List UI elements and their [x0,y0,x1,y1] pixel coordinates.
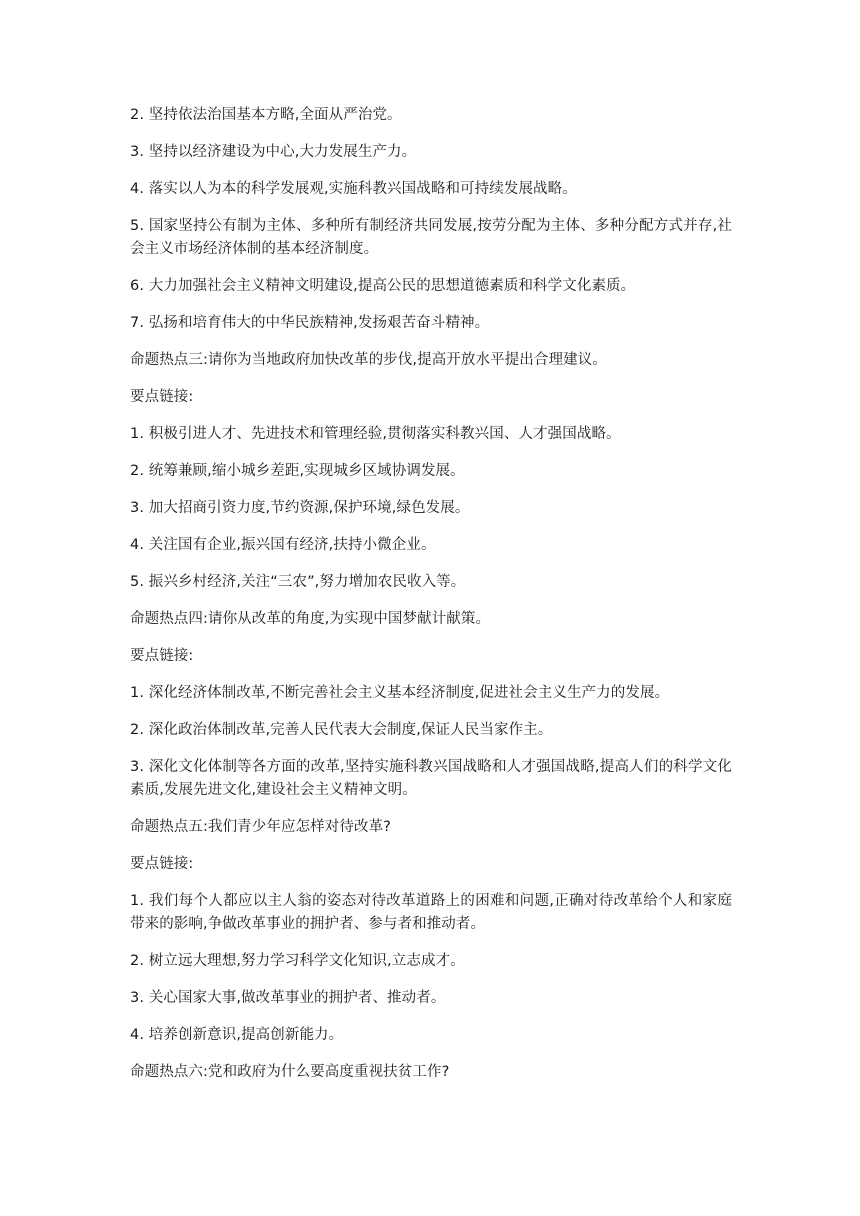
paragraph-point-5: 5. 国家坚持公有制为主体、多种所有制经济共同发展,按劳分配为主体、多种分配方式并存,社会主义市场经济体制的基本经济制度。 [130,218,732,257]
paragraph-point-3: 3. 坚持以经济建设为中心,大力发展生产力。 [130,144,417,160]
hotspot-four-heading: 命题热点四:请你从改革的角度,为实现中国梦献计献策。 [130,611,491,627]
hotspot-three-point-4: 4. 关注国有企业,振兴国有经济,扶持小微企业。 [130,537,436,553]
key-points-label: 要点链接: [130,856,194,872]
paragraph-point-6: 6. 大力加强社会主义精神文明建设,提高公民的思想道德素质和科学文化素质。 [130,278,636,294]
paragraph-point-2: 2. 坚持依法治国基本方略,全面从严治党。 [130,107,402,123]
key-points-label: 要点链接: [130,648,194,664]
hotspot-five-point-1: 1. 我们每个人都应以主人翁的姿态对待改革道路上的困难和问题,正确对待改革给个人和家庭带来的影响,争做改革事业的拥护者、参与者和推动者。 [130,893,732,932]
hotspot-five-point-4: 4. 培养创新意识,提高创新能力。 [130,1027,344,1043]
hotspot-five-point-3: 3. 关心国家大事,做改革事业的拥护者、推动者。 [130,990,446,1006]
hotspot-four-point-2: 2. 深化政治体制改革,完善人民代表大会制度,保证人民当家作主。 [130,722,553,738]
hotspot-three-point-2: 2. 统筹兼顾,缩小城乡差距,实现城乡区域协调发展。 [130,463,465,479]
key-points-label: 要点链接: [130,389,194,405]
hotspot-three-heading: 命题热点三:请你为当地政府加快改革的步伐,提高开放水平提出合理建议。 [130,352,607,368]
hotspot-six-heading: 命题热点六:党和政府为什么要高度重视扶贫工作? [130,1064,450,1080]
hotspot-five-point-2: 2. 树立远大理想,努力学习科学文化知识,立志成才。 [130,953,465,969]
hotspot-four-point-3: 3. 深化文化体制等各方面的改革,坚持实施科教兴国战略和人才强国战略,提高人们的科学文化素质,发展先进文化,建设社会主义精神文明。 [130,759,732,798]
document-body [130,104,732,1098]
hotspot-three-point-1: 1. 积极引进人才、先进技术和管理经验,贯彻落实科教兴国、人才强国战略。 [130,426,621,442]
hotspot-four-point-1: 1. 深化经济体制改革,不断完善社会主义基本经济制度,促进社会主义生产力的发展。 [130,685,670,701]
hotspot-three-point-3: 3. 加大招商引资力度,节约资源,保护环境,绿色发展。 [130,500,470,516]
hotspot-three-point-5: 5. 振兴乡村经济,关注“三农”,努力增加农民收入等。 [130,574,466,590]
hotspot-five-heading: 命题热点五:我们青少年应怎样对待改革? [130,819,391,835]
paragraph-point-4: 4. 落实以人为本的科学发展观,实施科教兴国战略和可持续发展战略。 [130,181,577,197]
paragraph-point-7: 7. 弘扬和培育伟大的中华民族精神,发扬艰苦奋斗精神。 [130,315,490,331]
